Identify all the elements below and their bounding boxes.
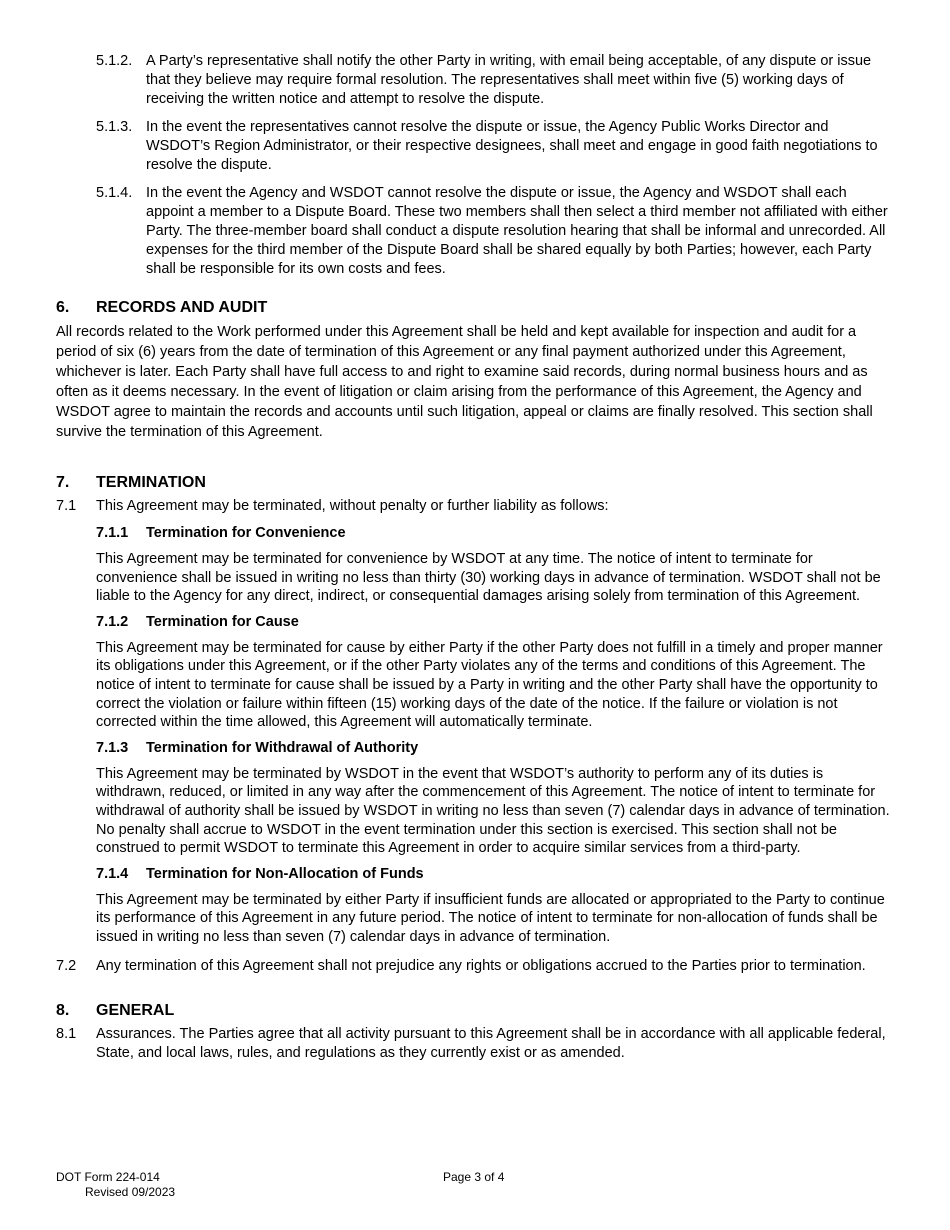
item-text: A Party’s representative shall notify the other Party in writing, with email being acceptable, of any dispute or issue that they believe may require formal resolution. The representatives shall meet within five (5) working days of receiving the written notice and attempt to resolve the dispute. [146, 53, 872, 107]
dispute-item [96, 52, 894, 109]
item-text: This Agreement may be terminated, without penalty or further liability as follows: [96, 498, 609, 514]
section-heading-general [56, 1002, 894, 1020]
section-title: RECORDS AND AUDIT [96, 299, 268, 316]
item-number: 7.1 [56, 498, 77, 514]
subsection-body: This Agreement may be terminated by either Party if insufficient funds are allocated or appropriated to the Party to continue its performance of this Agreement in any future period. The notice of intent to terminate for non-allocation of funds shall be issued in writing no less than seven (7) calendar days in advance of termination. [96, 891, 885, 945]
item-text: Any termination of this Agreement shall not prejudice any rights or obligations accrued to the Parties prior to termination. [96, 957, 866, 974]
subsection-number: 7.1.3 [96, 739, 129, 756]
section-number: 8. [56, 1001, 70, 1019]
dispute-item [96, 118, 894, 175]
item-number: 8.1 [56, 1025, 77, 1042]
item-text: In the event the Agency and WSDOT cannot resolve the dispute or issue, the Agency and WSDOT shall each appoint a member to a Dispute Board. These two members shall then select a third member not affiliated with either Party. The three-member board shall conduct a dispute resolution hearing that shall be informal and unrecorded. All expenses for the third member of the Dispute Board shall be shared equally by both Parties; however, each Party shall be responsible for its own costs and fees. [146, 185, 888, 277]
records-paragraph: All records related to the Work performed under this Agreement shall be held and kept available for inspection and audit for a period of six (6) years from the date of termination of this Agreement or any final payment authorized under this Agreement, whichever is later. Each Party shall have full access to and right to examine said records, during normal business hours and as often as it deems necessary. In the event of litigation or claim arising from the performance of this Agreement, the Agency and WSDOT agree to maintain the records and accounts until such litigation, appeal or claims are finally resolved. This section shall survive the termination of this Agreement. [56, 324, 873, 440]
item-number: 5.1.3. [96, 119, 133, 135]
subsection-body: This Agreement may be terminated for convenience by WSDOT at any time. The notice of intent to terminate for convenience shall be issued in writing no less than thirty (30) working days in advance of termination. WSDOT shall not be liable to the Agency for any direct, indirect, or consequential damages arising solely from termination of this Agreement. [96, 551, 881, 605]
section-number: 7. [56, 474, 70, 491]
subsection-title: Termination for Cause [146, 613, 299, 630]
document-page [56, 52, 894, 1071]
subsection-body: This Agreement may be terminated by WSDOT in the event that WSDOT’s authority to perform any of its duties is withdrawn, reduced, or limited in any way after the commencement of this Agreement. The notice of intent to terminate for withdrawal of authority shall be issued by WSDOT in writing no less than seven (7) calendar days in advance of termination. No penalty shall accrue to WSDOT in the event termination under this section is exercised. This section shall not be construed to permit WSDOT to terminate this Agreement in order to acquire similar services from a third-party. [96, 765, 890, 857]
general-item [56, 1025, 894, 1063]
section-number: 6. [56, 299, 70, 316]
page-number: Page 3 of 4 [443, 1170, 505, 1184]
item-text: In the event the representatives cannot resolve the dispute or issue, the Agency Public Works Director and WSDOT’s Region Administrator, or their respective designees, shall meet and engage in good faith negotiations to resolve the dispute. [146, 119, 878, 173]
section-title: TERMINATION [96, 474, 206, 491]
termination-closing [56, 957, 894, 976]
form-number: DOT Form 224-014 [56, 1170, 160, 1184]
subsection-number: 7.1.2 [96, 613, 129, 630]
subsection-heading [96, 865, 894, 884]
section-heading-records [56, 299, 894, 317]
subsection-heading [96, 524, 894, 543]
item-number: 5.1.2. [96, 53, 133, 69]
termination-intro [56, 497, 894, 516]
section-heading-termination [56, 474, 894, 492]
item-text: Assurances. The Parties agree that all activity pursuant to this Agreement shall be in accordance with all applicable federal, State, and local laws, rules, and regulations as they currently exist or as amended. [96, 1025, 886, 1061]
item-number: 7.2 [56, 957, 77, 974]
subsection-title: Termination for Withdrawal of Authority [146, 739, 419, 756]
subsection-body: This Agreement may be terminated for cause by either Party if the other Party does not fulfill in a timely and proper manner its obligations under this Agreement, or if the other Party violates any of the terms and conditions of this Agreement. The notice of intent to terminate for cause shall be issued by a Party in writing and the other Party shall have the opportunity to correct the violation or failure within fifteen (15) working days of the date of the notice. If the failure or violation is not corrected within the time allowed, this Agreement will automatically terminate. [96, 639, 883, 731]
subsection-title: Termination for Non-Allocation of Funds [146, 865, 424, 882]
section-title: GENERAL [96, 1001, 175, 1019]
item-number: 5.1.4. [96, 185, 133, 201]
subsection-number: 7.1.1 [96, 525, 129, 541]
subsection-title: Termination for Convenience [146, 525, 346, 541]
subsection-number: 7.1.4 [96, 865, 129, 882]
revision-date: Revised 09/2023 [85, 1185, 176, 1199]
dispute-item [96, 184, 894, 279]
subsection-heading [96, 739, 894, 758]
subsection-heading [96, 613, 894, 632]
